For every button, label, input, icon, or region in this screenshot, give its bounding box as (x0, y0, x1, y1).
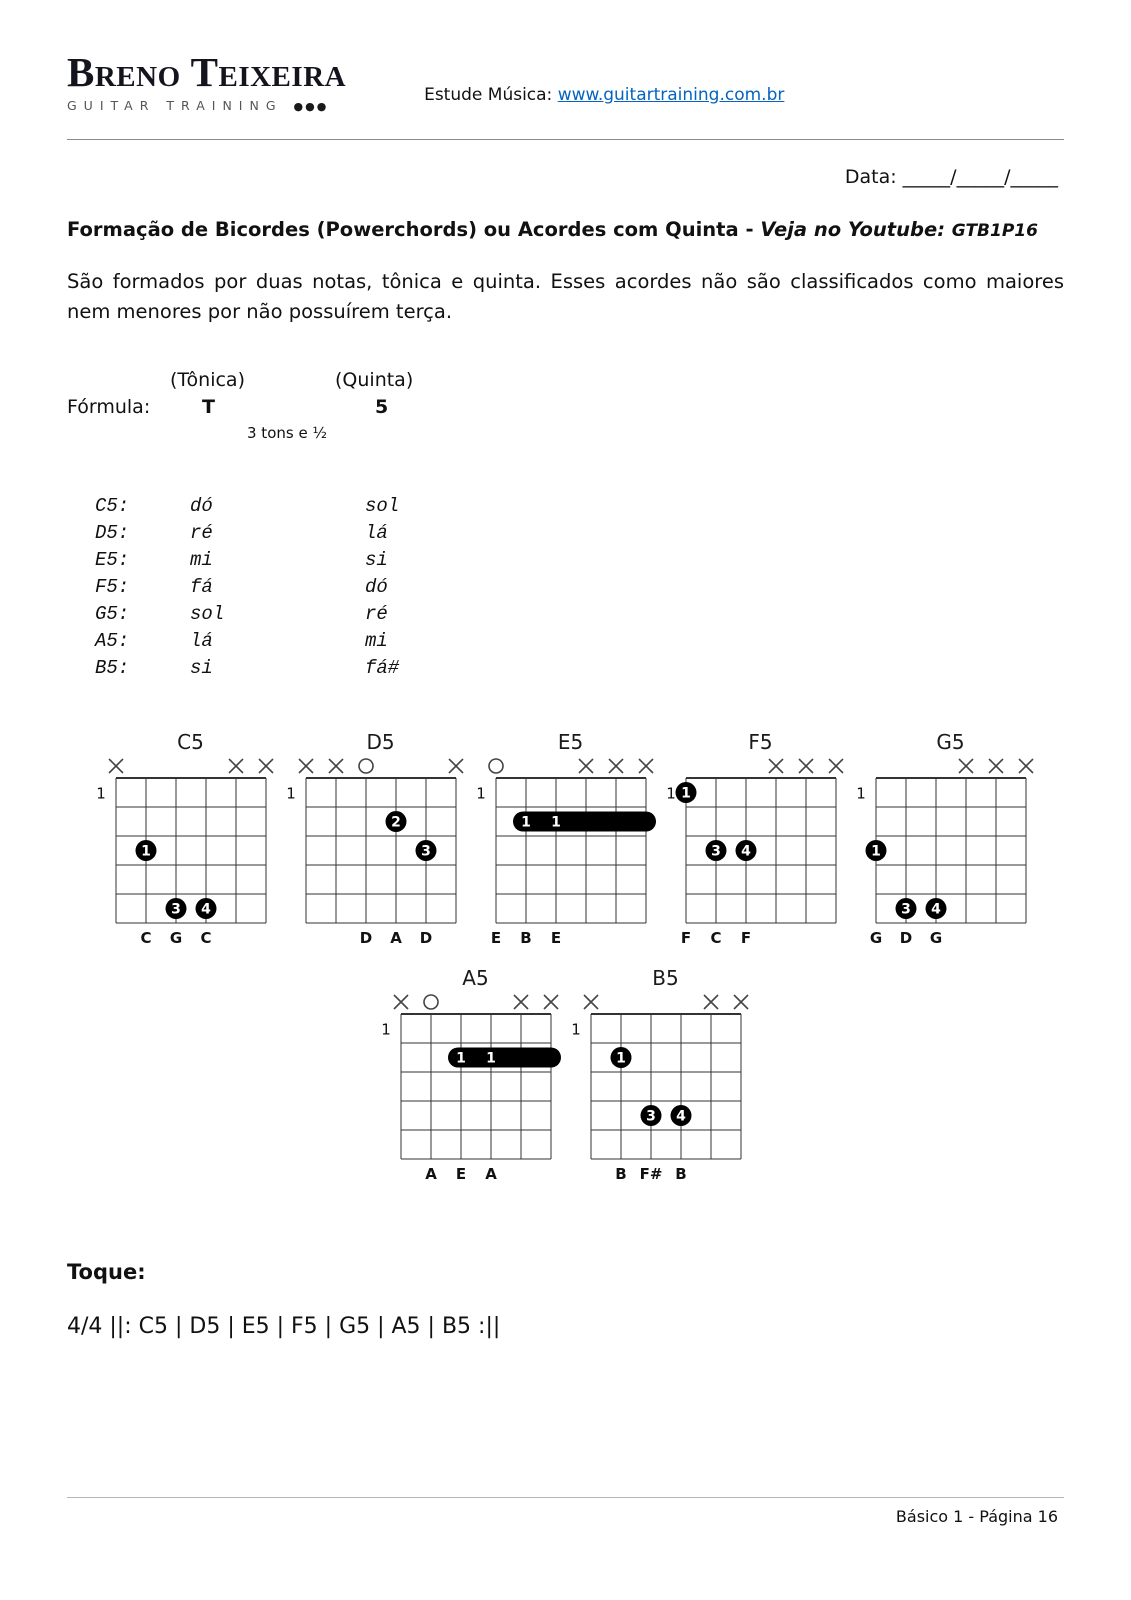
finger-number: 1 (550, 814, 561, 831)
chord-name: C5 (177, 729, 204, 754)
chord-name: F5 (748, 729, 773, 754)
barre (513, 811, 656, 831)
formula-tonica-value: T (202, 395, 215, 418)
note-label: D (419, 928, 432, 947)
quinta-note: lá (365, 521, 388, 544)
tonica-note: ré (190, 521, 213, 544)
chord-name: E5: (95, 548, 130, 571)
muted-string-icon (609, 759, 623, 773)
fret-number: 1 (95, 784, 106, 803)
brand-logo (67, 49, 347, 113)
formula-interval: 3 tons e ½ (247, 423, 327, 442)
brand-tagline-text: GUITAR TRAINING (67, 98, 283, 113)
website-link[interactable]: www.guitartraining.com.br (557, 84, 785, 105)
chord-grid (471, 756, 661, 950)
formula-label: Fórmula: (67, 395, 151, 418)
muted-string-icon (394, 995, 408, 1009)
open-string-icon (359, 759, 373, 773)
note-label: D (899, 928, 912, 947)
muted-string-icon (959, 759, 973, 773)
formula-quinta-value: 5 (375, 395, 389, 418)
quinta-header: (Quinta) (335, 368, 414, 391)
chord-name: F5: (95, 575, 130, 598)
finger-number: 4 (930, 901, 941, 918)
chord-name: G5: (95, 602, 130, 625)
muted-string-icon (259, 759, 273, 773)
muted-string-icon (639, 759, 653, 773)
tonica-note: sol (190, 602, 225, 625)
chord-name: A5 (462, 965, 489, 990)
finger-number: 3 (900, 901, 911, 918)
finger-number: 1 (615, 1050, 626, 1067)
chord-table-row (95, 547, 1131, 574)
note-label: E (550, 928, 561, 947)
chord-table-row (95, 628, 1131, 655)
open-string-icon (424, 995, 438, 1009)
chord-grid (91, 756, 281, 950)
tonica-note: si (190, 656, 213, 679)
chord-diagram-D5 (281, 730, 471, 954)
muted-string-icon (329, 759, 343, 773)
muted-string-icon (299, 759, 313, 773)
note-label: B (519, 928, 532, 947)
muted-string-icon (769, 759, 783, 773)
chord-name: E5 (557, 729, 584, 754)
finger-number: 1 (520, 814, 531, 831)
muted-string-icon (544, 995, 558, 1009)
chord-grid (566, 992, 756, 1186)
finger-number: 1 (680, 785, 691, 802)
chord-grid (281, 756, 471, 950)
finger-number: 4 (200, 901, 211, 918)
tonica-note: mi (190, 548, 213, 571)
tonica-note: dó (190, 494, 213, 517)
page-title (67, 218, 1064, 241)
intro-paragraph: São formados por duas notas, tônica e quinta. Esses acordes não são classificados como maiores nem menores por não possuírem terça. (67, 269, 1064, 323)
page-title-main: Formação de Bicordes (Powerchords) ou Acordes com Quinta - (67, 217, 761, 241)
tonica-note: fá (190, 575, 213, 598)
chord-diagram-E5 (471, 730, 661, 954)
brand-dots-icon: ●●● (293, 100, 329, 113)
chord-table-row (95, 493, 1131, 520)
note-label: F (740, 928, 751, 947)
date-field: Data: _____/_____/_____ (844, 165, 1058, 188)
note-label: C (709, 928, 722, 947)
page-header (0, 0, 1131, 113)
muted-string-icon (1019, 759, 1033, 773)
chord-grid (851, 756, 1041, 950)
note-label: G (869, 928, 882, 947)
fret-number: 1 (285, 784, 296, 803)
muted-string-icon (449, 759, 463, 773)
note-label: E (455, 1164, 466, 1183)
chord-name: A5: (95, 629, 130, 652)
toque-label: Toque: (67, 1259, 146, 1284)
finger-number: 1 (140, 843, 151, 860)
finger-number: 3 (170, 901, 181, 918)
quinta-note: dó (365, 575, 388, 598)
fret-number: 1 (665, 784, 676, 803)
chord-table-row (95, 574, 1131, 601)
chord-name: G5 (936, 729, 965, 754)
chord-name: D5 (366, 729, 395, 754)
muted-string-icon (514, 995, 528, 1009)
note-label: B (674, 1164, 687, 1183)
note-label: G (169, 928, 182, 947)
chord-diagram-B5 (566, 966, 756, 1190)
note-label: A (424, 1164, 437, 1183)
chord-table (95, 493, 1131, 682)
note-label: A (389, 928, 402, 947)
note-label: C (199, 928, 212, 947)
quinta-note: sol (365, 494, 400, 517)
note-label: G (929, 928, 942, 947)
muted-string-icon (584, 995, 598, 1009)
finger-number: 1 (455, 1050, 466, 1067)
chord-diagram-F5 (661, 730, 851, 954)
chord-row-1 (0, 730, 1131, 954)
footer-divider (67, 1497, 1064, 1498)
quinta-note: si (365, 548, 388, 571)
chord-grid (376, 992, 566, 1186)
chord-name: B5: (95, 656, 130, 679)
finger-number: 4 (675, 1108, 686, 1125)
chord-grid (661, 756, 851, 950)
page-number: Básico 1 - Página 16 (895, 1507, 1058, 1526)
page-title-code: GTB1P16 (951, 220, 1038, 241)
quinta-note: mi (365, 629, 388, 652)
chord-row-2 (0, 966, 1131, 1190)
chord-diagram-G5 (851, 730, 1041, 954)
brand-tagline (67, 100, 346, 113)
finger-number: 3 (420, 843, 431, 860)
note-label: D (359, 928, 372, 947)
fret-number: 1 (570, 1020, 581, 1039)
note-label: C (139, 928, 152, 947)
progression-line: 4/4 ||: C5 | D5 | E5 | F5 | G5 | A5 | B5 :|| (67, 1313, 501, 1339)
chord-name: C5: (95, 494, 130, 517)
chord-table-row (95, 520, 1131, 547)
chord-diagram-A5 (376, 966, 566, 1190)
note-label: E (490, 928, 501, 947)
header-divider (67, 139, 1064, 140)
fret-number: 1 (380, 1020, 391, 1039)
muted-string-icon (734, 995, 748, 1009)
note-label: A (484, 1164, 497, 1183)
page-title-youtube: Veja no Youtube: (760, 217, 952, 241)
finger-number: 1 (870, 843, 881, 860)
note-label: F# (639, 1164, 662, 1183)
note-label: B (614, 1164, 627, 1183)
chord-diagram-C5 (91, 730, 281, 954)
quinta-note: fá# (365, 656, 400, 679)
finger-number: 4 (740, 843, 751, 860)
finger-number: 1 (485, 1050, 496, 1067)
tonica-note: lá (190, 629, 213, 652)
fret-number: 1 (855, 784, 866, 803)
chord-name: D5: (95, 521, 130, 544)
muted-string-icon (229, 759, 243, 773)
muted-string-icon (989, 759, 1003, 773)
note-label: F (680, 928, 691, 947)
finger-number: 3 (645, 1108, 656, 1125)
finger-number: 2 (390, 814, 401, 831)
muted-string-icon (829, 759, 843, 773)
muted-string-icon (579, 759, 593, 773)
muted-string-icon (109, 759, 123, 773)
muted-string-icon (799, 759, 813, 773)
study-line (424, 85, 784, 113)
fret-number: 1 (475, 784, 486, 803)
open-string-icon (489, 759, 503, 773)
brand-name: Breno Teixeira (67, 49, 347, 95)
finger-number: 3 (710, 843, 721, 860)
muted-string-icon (704, 995, 718, 1009)
quinta-note: ré (365, 602, 388, 625)
chord-table-row (95, 601, 1131, 628)
chord-table-row (95, 655, 1131, 682)
tonica-header: (Tônica) (170, 368, 245, 391)
formula-section (67, 369, 1131, 459)
study-label: Estude Música: (424, 84, 558, 105)
chord-name: B5 (652, 965, 679, 990)
